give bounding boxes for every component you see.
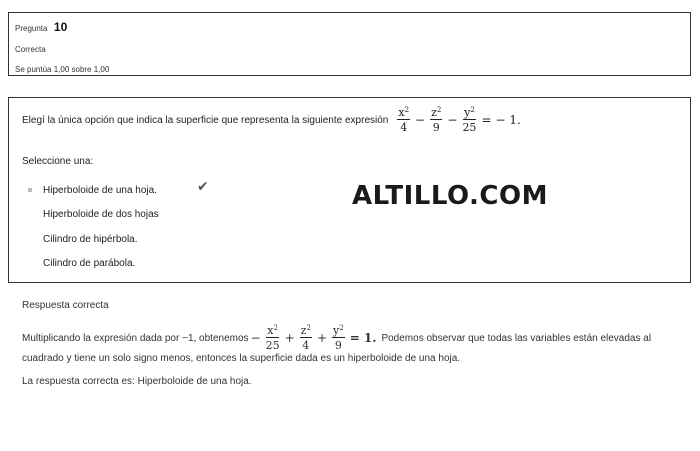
fb-frac-z-denominator: 4 bbox=[302, 339, 310, 352]
question-label: Pregunta bbox=[15, 24, 48, 33]
fb-frac-x-exponent: 2 bbox=[273, 324, 278, 332]
option-label: Cilindro de parábola. bbox=[43, 258, 136, 270]
prompt-expression bbox=[394, 107, 522, 133]
question-prompt bbox=[22, 107, 523, 133]
fb-frac-y-numerator: y bbox=[333, 324, 340, 337]
explanation-line-2: cuadrado y tiene un solo signo menos, entonces la superficie dada es un hiperboloide de una hoja. bbox=[22, 353, 461, 364]
feedback-operator-plus-2: + bbox=[316, 331, 327, 345]
answer-options bbox=[28, 178, 159, 276]
fraction-y bbox=[462, 107, 476, 133]
explanation-text-before: Multiplicando la expresión dada por −1, obtenemos bbox=[22, 332, 249, 344]
frac-z-exponent: 2 bbox=[436, 106, 442, 114]
feedback-fraction-x bbox=[266, 325, 280, 351]
feedback-explanation bbox=[22, 325, 682, 351]
question-content-panel bbox=[8, 97, 691, 283]
fb-frac-y-denominator: 9 bbox=[334, 339, 342, 352]
operator-minus-2: − bbox=[447, 113, 458, 127]
feedback-fraction-y bbox=[332, 325, 345, 351]
fb-frac-x-denominator: 25 bbox=[265, 339, 280, 352]
expression-rhs: − 1. bbox=[495, 113, 521, 127]
frac-x-denominator: 4 bbox=[400, 121, 408, 134]
fb-frac-x-numerator: x bbox=[267, 324, 274, 337]
option-label: Hiperboloide de dos hojas bbox=[43, 209, 159, 221]
feedback-operator-plus-1: + bbox=[284, 331, 295, 345]
fraction-x bbox=[397, 107, 410, 133]
option-marker bbox=[28, 213, 32, 217]
correct-check-icon: ✔ bbox=[197, 178, 209, 194]
feedback-fraction-z bbox=[300, 325, 312, 351]
frac-x-exponent: 2 bbox=[404, 106, 410, 114]
option-hiperboloide-una-hoja[interactable] bbox=[28, 178, 159, 203]
question-state: Correcta bbox=[15, 45, 46, 54]
frac-y-numerator: y bbox=[464, 106, 471, 119]
question-grade: Se puntúa 1,00 sobre 1,00 bbox=[15, 65, 110, 74]
frac-y-exponent: 2 bbox=[470, 106, 475, 114]
frac-y-denominator: 25 bbox=[462, 121, 477, 134]
frac-z-numerator: z bbox=[431, 106, 437, 119]
option-hiperboloide-dos-hojas[interactable] bbox=[28, 203, 159, 228]
question-number: 10 bbox=[53, 20, 68, 34]
explanation-text-after: Podemos observar que todas las variables están elevadas al bbox=[381, 332, 652, 344]
fraction-z bbox=[430, 107, 442, 133]
option-marker bbox=[28, 237, 32, 241]
feedback-equals-one: = 1. bbox=[349, 331, 377, 345]
frac-x-numerator: x bbox=[398, 106, 405, 119]
option-selected-marker bbox=[28, 188, 32, 192]
prompt-text: Elegí la única opción que indica la superficie que representa la siguiente expresión bbox=[22, 114, 389, 126]
fb-frac-y-exponent: 2 bbox=[339, 324, 344, 332]
feedback-expression bbox=[249, 325, 379, 351]
option-cilindro-hiperbola[interactable] bbox=[28, 227, 159, 252]
option-label: Cilindro de hipérbola. bbox=[43, 233, 138, 245]
correct-answer-text: La respuesta correcta es: Hiperboloide de una hoja. bbox=[22, 376, 252, 387]
altillo-watermark: ALTILLO.COM bbox=[352, 181, 548, 211]
option-marker bbox=[28, 262, 32, 266]
fb-frac-z-exponent: 2 bbox=[306, 324, 311, 332]
operator-minus-1: − bbox=[415, 113, 426, 127]
question-info-panel bbox=[8, 12, 691, 76]
option-cilindro-parabola[interactable] bbox=[28, 252, 159, 277]
feedback-sign: − bbox=[250, 331, 261, 345]
feedback-title: Respuesta correcta bbox=[22, 300, 109, 311]
feedback-section bbox=[22, 300, 682, 387]
operator-equals: = bbox=[481, 113, 492, 127]
select-one-label: Seleccione una: bbox=[22, 156, 94, 167]
frac-z-denominator: 9 bbox=[432, 121, 440, 134]
fb-frac-z-numerator: z bbox=[300, 324, 307, 337]
option-label: Hiperboloide de una hoja. bbox=[43, 184, 157, 196]
